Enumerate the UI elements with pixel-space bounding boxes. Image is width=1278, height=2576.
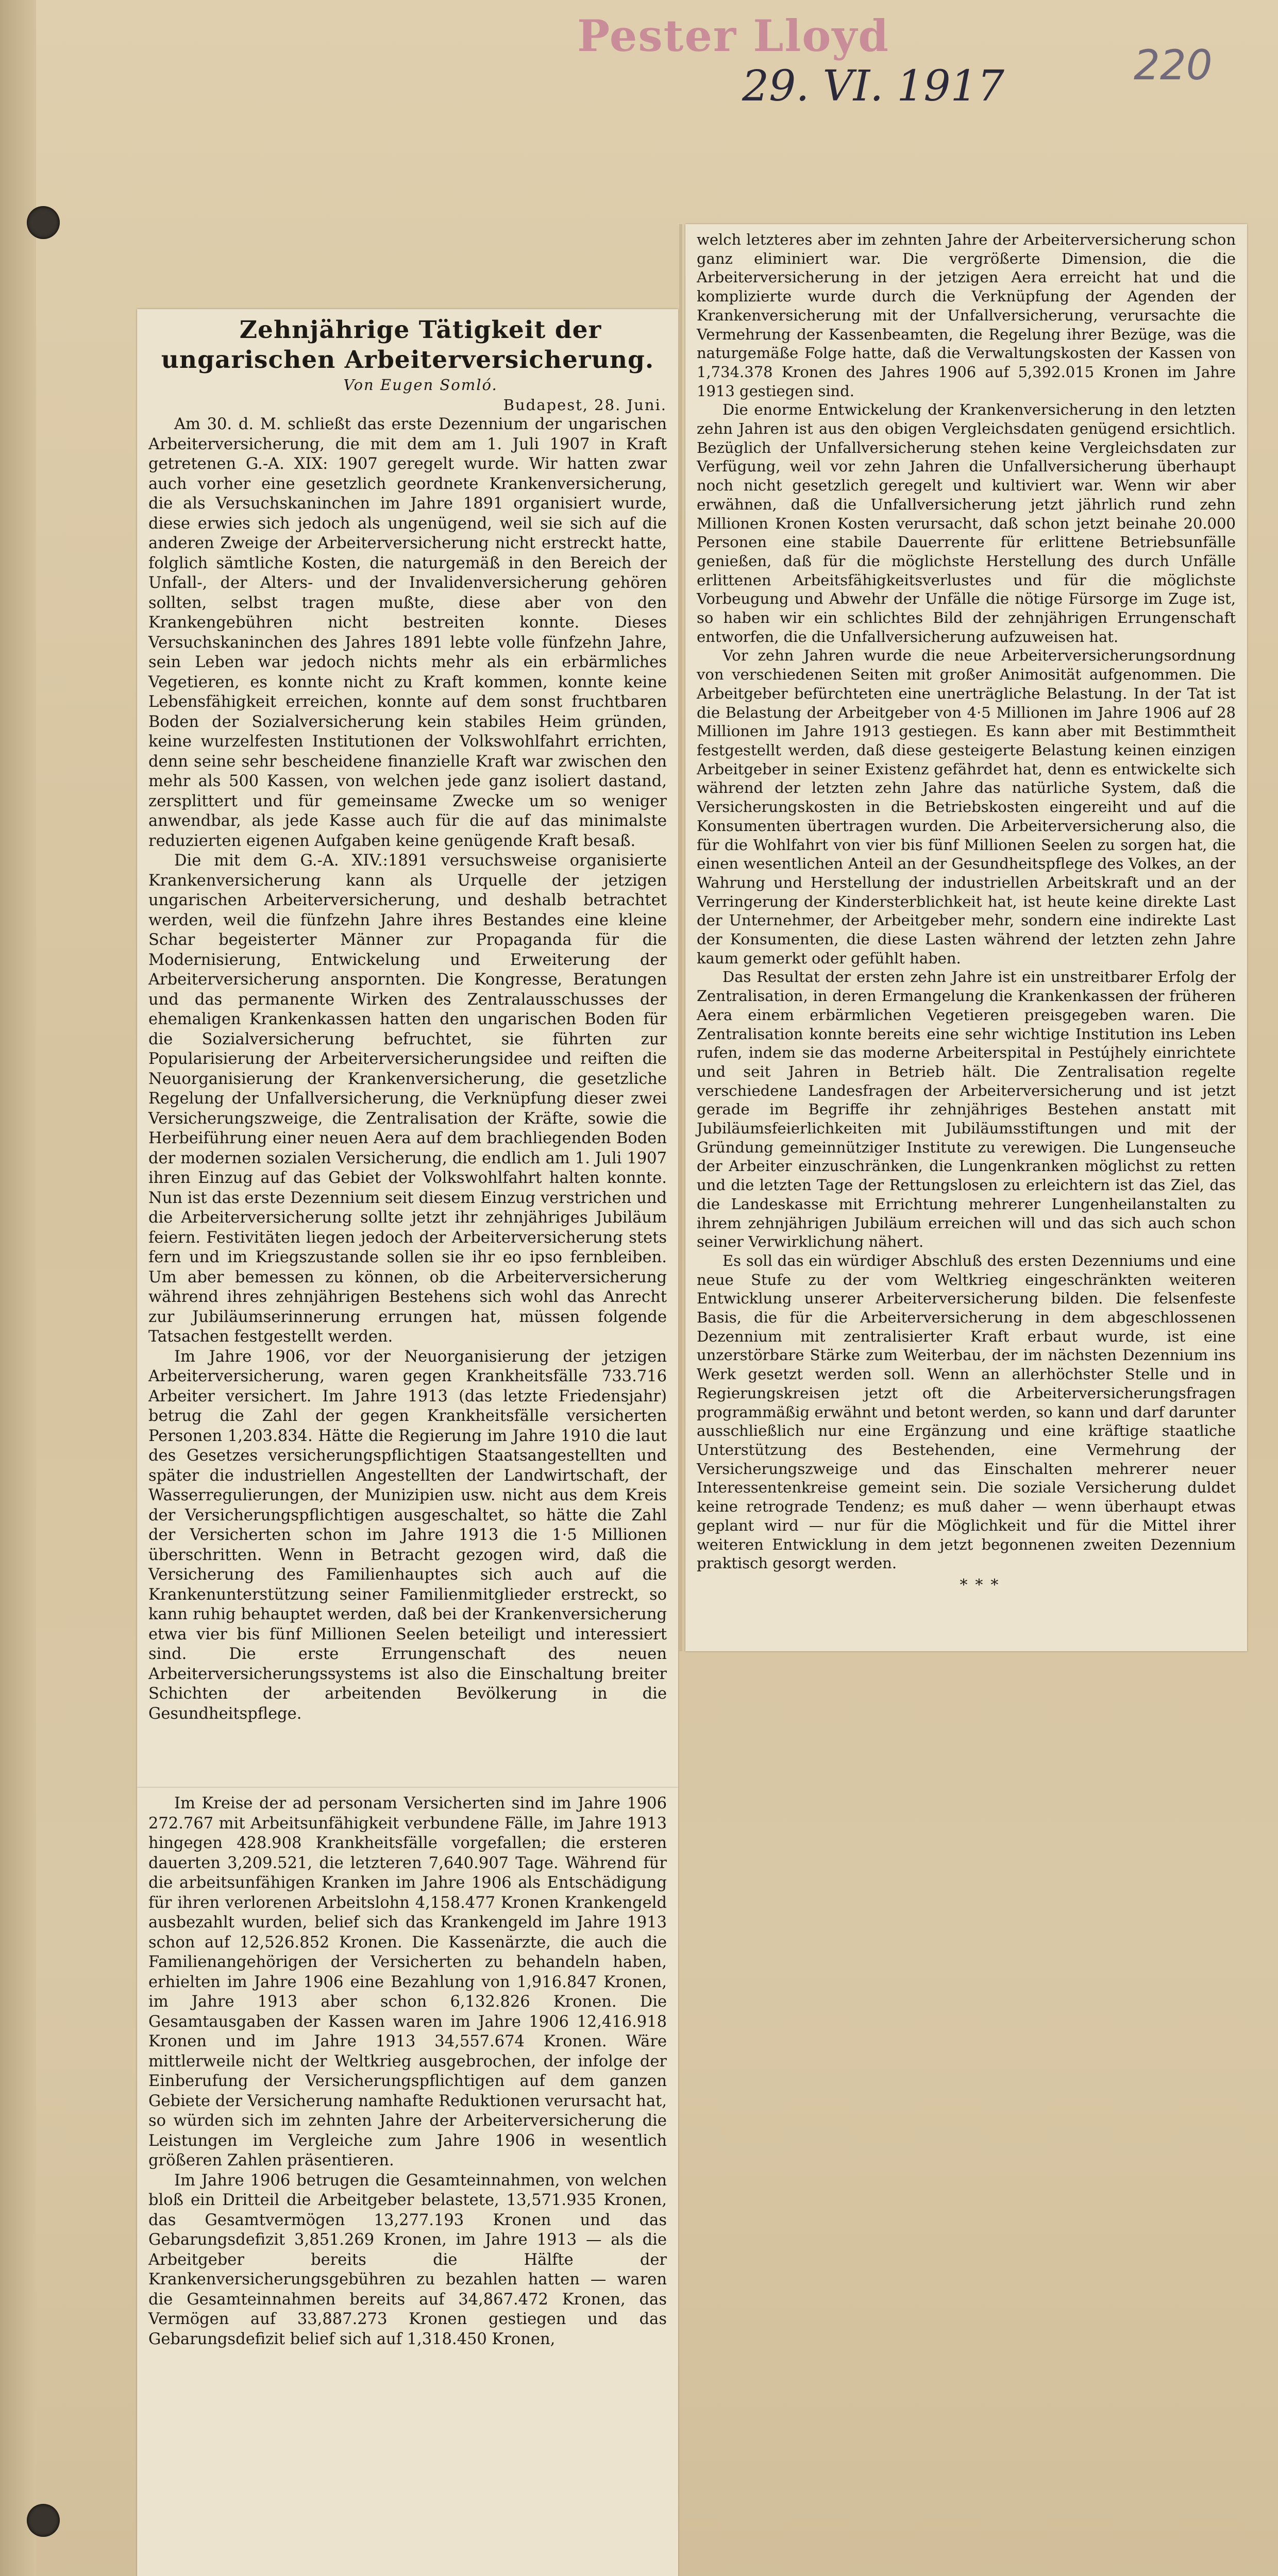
paragraph: Im Kreise der ad personam Versicherten sind im Jahre 1906 272.767 mit Arbeitsunfähigkeit verbundene Fälle, im Jahre 1913 hingegen 428.908 Krankheitsfälle vorgefallen; die ersteren dauerten 3,209.521, die letzteren 7,640.907 Tage. Während für die arbeitsunfähigen Kranken im Jahre 1906 als Entschädigung für ihren verlorenen Arbeitslohn 4,158.477 Kronen Krankengeld ausbezahlt wurden, belief sich das Krankengeld im Jahre 1913 schon auf 12,526.852 Kronen. Die Kassenärzte, die auch die Familienangehörigen der Versicherten zu behandeln haben, erhielten im Jahre 1906 eine Bezahlung von 1,916.847 Kronen, im Jahre 1913 aber schon 6,132.826 Kronen. Die Gesamtausgaben der Kassen waren im Jahre 1906 12,416.918 Kronen und im Jahre 1913 34,557.674 Kronen. Wäre mittlerweile nicht der Weltkrieg ausgebrochen, der infolge der Einberufung der Versicherungspflichtigen auf dem ganzen Gebiete der Versicherung namhafte Reduktionen verursacht hat, so würden sich im zehnten Jahre der Arbeiterversicherung die Leistungen im Vergleiche zum Jahre 1906 in wesentlich größeren Zahlen präsentieren.: [148, 1794, 667, 2170]
clipping-left-column: [137, 309, 678, 1788]
column-divider: [679, 224, 682, 1651]
column-left: [148, 315, 667, 1724]
article-dateline: Budapest, 28. Juni.: [503, 396, 667, 414]
punch-hole-top: [27, 206, 60, 239]
column-right: [697, 230, 1236, 1592]
handwritten-date: 29. VI. 1917: [742, 62, 1004, 111]
sheet-edge: [0, 0, 36, 2576]
paragraph: Im Jahre 1906, vor der Neuorganisierung der jetzigen Arbeiterversicherung, waren gegen Krankheitsfälle 733.716 Arbeiter versichert. Im Jahre 1913 (das letzte Friedensjahr) betrug die Zahl der gegen Krankheitsfälle versicherten Personen 1,203.834. Hätte die Regierung im Jahre 1910 die laut des Gesetzes versicherungspflichtigen Staatsangestellten und später die industriellen Angestellten der Landwirtschaft, der Wasserregulierungen, der Munizipien usw. nicht aus dem Kreis der Versicherungspflichtigen ausgeschaltet, so hätte die Zahl der Versicherten schon im Jahre 1913 die 1·5 Millionen überschritten. Wenn in Betracht gezogen wird, daß die Versicherung des Familienhauptes sich auch auf die Krankenunterstützung seiner Familienmitglieder erstreckt, so kann ruhig behauptet werden, daß bei der Krankenversicherung etwa vier bis fünf Millionen Seelen beteiligt und interessiert sind. Die erste Errungenschaft des neuen Arbeiterversicherungssystems ist also die Einschaltung breiter Schichten der arbeitenden Bevölkerung in die Gesundheitspflege.: [148, 1347, 667, 1723]
punch-hole-bottom: [27, 2504, 60, 2537]
handwritten-number: 220: [1134, 41, 1213, 89]
clipping-bottom-column: [137, 1788, 678, 2576]
column-bottom: [148, 1794, 667, 2349]
paragraph: Im Jahre 1906 betrugen die Gesamteinnahmen, von welchen bloß ein Dritteil die Arbeitgeber belastete, 13,571.935 Kronen, das Gesamtvermögen 13,277.193 Kronen und das Gebarungsdefizit 3,851.269 Kronen, im Jahre 1913 — als die Arbeitgeber bereits die Hälfte der Krankenversicherungsgebühren zu bezahlen hatten — waren die Gesamteinnahmen bereits auf 34,867.472 Kronen, das Vermögen auf 33,887.273 Kronen gestiegen und das Gebarungsdefizit belief sich auf 1,318.450 Kronen,: [148, 2171, 667, 2348]
paragraph: Es soll das ein würdiger Abschluß des ersten Dezenniums und eine neue Stufe zu der vom Weltkrieg eingeschränkten weiteren Entwicklung unserer Arbeiterversicherung bilden. Die felsenfeste Basis, die für die Arbeiterversicherung in dem abgeschlossenen Dezennium mit zentralisierter Kraft erbaut wurde, ist eine unzerstörbare Stärke zum Weiterbau, der im nächsten Dezennium ins Werk gesetzt werden soll. Wenn an allerhöchster Stelle und in Regierungskreisen jetzt oft die Arbeiterversicherungsfragen programmäßig erwähnt und betont werden, so kann und darf darunter ausschließlich nur eine Ergänzung und eine kräftige staatliche Unterstützung des Bestehenden, eine Vermehrung der Versicherungszweige und das Einschalten mehrerer neuer Interessentenkreise gemeint sein. Die soziale Versicherung duldet keine retrograde Tendenz; es muß daher — wenn überhaupt etwas geplant wird — nur für die Möglichkeit und für die Mittel ihrer weiteren Entwicklung in dem jetzt begonnenen zweiten Dezennium praktisch gesorgt werden.: [697, 1251, 1236, 1572]
clipping-right-column: [685, 224, 1247, 1651]
paragraph: Das Resultat der ersten zehn Jahre ist ein unstreitbarer Erfolg der Zentralisation, in deren Ermangelung die Krankenkassen der früheren Aera einem erbärmlichen Vegetieren preisgegeben waren. Die Zentralisation konnte bereits eine sehr wichtige Institution ins Leben rufen, indem sie das moderne Arbeiterspital in Pestújhely einrichtete und seit Jahren in Betrieb hält. Die Zentralisation regelte verschiedene Landesfragen der Arbeiterversicherung und ist jetzt gerade im Begriffe ihr zehnjähriges Bestehen anstatt mit Jubiläumsfeierlichkeiten mit Jubiläumsstiftungen und mit der Gründung gemeinnütziger Institute zu verewigen. Die Lungenseuche der Arbeiter einzuschränken, die Lungenkranken möglichst zu retten und die letzten Tage der Rettungslosen zu erleichtern ist das Ziel, das die Landeskasse mit Errichtung mehrerer Lungenheilanstalten zu ihrem zehnjährigen Jubiläum erreichen will und das sich auch schon seiner Verwirklichung nähert.: [697, 968, 1236, 1251]
article-end-mark: ∗ ∗ ∗: [958, 1572, 1000, 1591]
paragraph: Vor zehn Jahren wurde die neue Arbeiterversicherungsordnung von verschiedenen Seiten mit großer Animosität aufgenommen. Die Arbeitgeber befürchteten eine unerträgliche Belastung. In der Tat ist die Belastung der Arbeitgeber von 4·5 Millionen im Jahre 1906 auf 28 Millionen im Jahre 1913 gestiegen. Es kann aber mit Bestimmtheit festgestellt werden, daß diese gesteigerte Belastung keinen einzigen Arbeitgeber in seiner Existenz gefährdet hat, denn es entwickelte sich während der letzten zehn Jahre das natürliche System, daß die Versicherungskosten in die Betriebskosten eingereiht und auf die Konsumenten übertragen wurden. Die Arbeiterversicherung also, die für die Wohlfahrt von vier bis fünf Millionen Seelen zu sorgen hat, die einen wesentlichen Anteil an der Gesundheitspflege des Volkes, an der Wahrung und Herstellung der industriellen Arbeitskraft und an der Verringerung der Kindersterblichkeit hat, ist heute keine direkte Last der Unternehmer, der Arbeitgeber mehr, sondern eine indirekte Last der Konsumenten, die diese Lasten während der letzten zehn Jahre kaum gemerkt oder gefühlt haben.: [697, 647, 1236, 967]
article-headline: Zehnjährige Tätigkeit der ungarischen Arbeiterversicherung.: [161, 316, 654, 374]
paragraph: Am 30. d. M. schließt das erste Dezennium der ungarischen Arbeiterversicherung, die mit dem am 1. Juli 1907 in Kraft getretenen G.-A. XIX: 1907 geregelt wurde. Wir hatten zwar auch vorher eine gesetzlich geordnete Krankenversicherung, die als Versuchskaninchen im Jahre 1891 organisiert wurde, diese erwies sich jedoch als ungenügend, weil sie sich auf die anderen Zweige der Arbeiterversicherung nicht erstreckt hatte, folglich sämtliche Kosten, die naturgemäß in den Bereich der Unfall-, der Alters- und der Invalidenversicherung gehören sollten, selbst tragen mußte, diese aber von den Krankengebühren nicht bestreiten konnte. Dieses Versuchskaninchen des Jahres 1891 lebte volle fünfzehn Jahre, sein Leben war jedoch nichts mehr als ein erbärmliches Vegetieren, es konnte nicht zu Kraft kommen, konnte keine Lebensfähigkeit erreichen, konnte auf dem sonst fruchtbaren Boden der Sozialversicherung kein stabiles Heim gründen, keine wurzelfesten Institutionen der Volkswohlfahrt errichten, denn seine sehr bescheidene finanzielle Kraft war zwischen den mehr als 500 Kassen, von welchen jede ganz isoliert dastand, zersplittert und für gemeinsame Zwecke um so weniger anwendbar, als jede Kasse auch für die auf das minimalste reduzierten eigenen Aufgaben keine genügende Kraft besaß.: [148, 415, 667, 850]
newspaper-stamp: Pester Lloyd: [577, 10, 889, 61]
article-byline: Von Eugen Somló.: [343, 376, 498, 394]
paragraph: Die enorme Entwickelung der Krankenversicherung in den letzten zehn Jahren ist aus den obigen Vergleichsdaten genügend ersichtlich. Bezüglich der Unfallversicherung stehen keine Vergleichsdaten zur Verfügung, weil vor zehn Jahren die Unfallversicherung überhaupt noch nicht gesetzlich geregelt und kultiviert war. Wenn wir aber erwähnen, daß die Unfallversicherung jetzt jährlich rund zehn Millionen Kronen Kosten verursacht, daß schon jetzt beinahe 20.000 Personen eine stabile Dauerrente für erlittene Betriebsunfälle genießen, daß für die möglichste Herstellung des durch Unfälle erlittenen Arbeitsfähigkeitsverlustes und für die möglichste Vorbeugung und Abwehr der Unfälle die nötige Fürsorge im Zuge ist, so haben wir ein schlichtes Bild der zehnjährigen Errungenschaft entworfen, die die Unfallversicherung aufzuweisen hat.: [697, 401, 1236, 646]
paragraph: Die mit dem G.-A. XIV.:1891 versuchsweise organisierte Krankenversicherung kann als Urquelle der jetzigen ungarischen Arbeiterversicherung, und deshalb betrachtet werden, weil die fünfzehn Jahre ihres Bestandes eine kleine Schar begeisterter Männer zur Propaganda für die Modernisierung, Entwickelung und Erweiterung der Arbeiterversicherung anspornten. Die Kongresse, Beratungen und das permanente Wirken des Zentralausschusses der ehemaligen Krankenkassen hatten den ungarischen Boden für die Sozialversicherung befruchtet, sie führten zur Popularisierung der Arbeiterversicherungsidee und reiften die Neuorganisierung der Krankenversicherung, die gesetzliche Regelung der Unfallversicherung, die Verknüpfung dieser zwei Versicherungszweige, die Zentralisation der Kräfte, sowie die Herbeiführung einer neuen Aera auf dem brachliegenden Boden der modernen sozialen Versicherung, die endlich am 1. Juli 1907 ihren Einzug auf das Gebiet der Volkswohlfahrt halten konnte. Nun ist das erste Dezennium seit diesem Einzug verstrichen und die Arbeiterversicherung sollte jetzt ihr zehnjähriges Jubiläum feiern. Festivitäten liegen jedoch der Arbeiterversicherung stets fern und im Kriegszustande sollen sie ihr eo ipso fernbleiben. Um aber bemessen zu können, ob die Arbeiterversicherung während ihres zehnjährigen Bestehens sich wohl das Anrecht zur Jubiläumserinnerung errungen hat, müssen folgende Tatsachen festgestellt werden.: [148, 852, 667, 1346]
paragraph: welch letzteres aber im zehnten Jahre der Arbeiterversicherung schon ganz eliminiert war. Die vergrößerte Dimension, die die Arbeiterversicherung in der jetzigen Aera erreicht hat und die komplizierte wurde durch die Verknüpfung der Agenden der Krankenversicherung mit der Unfallversicherung, verursachte die Vermehrung der Kassenbeamten, die Regelung ihrer Bezüge, was die naturgemäße Folge hatte, daß die Verwaltungskosten der Kassen von 1,734.378 Kronen des Jahres 1906 auf 5,392.015 Kronen im Jahre 1913 gestiegen sind.: [697, 231, 1236, 400]
